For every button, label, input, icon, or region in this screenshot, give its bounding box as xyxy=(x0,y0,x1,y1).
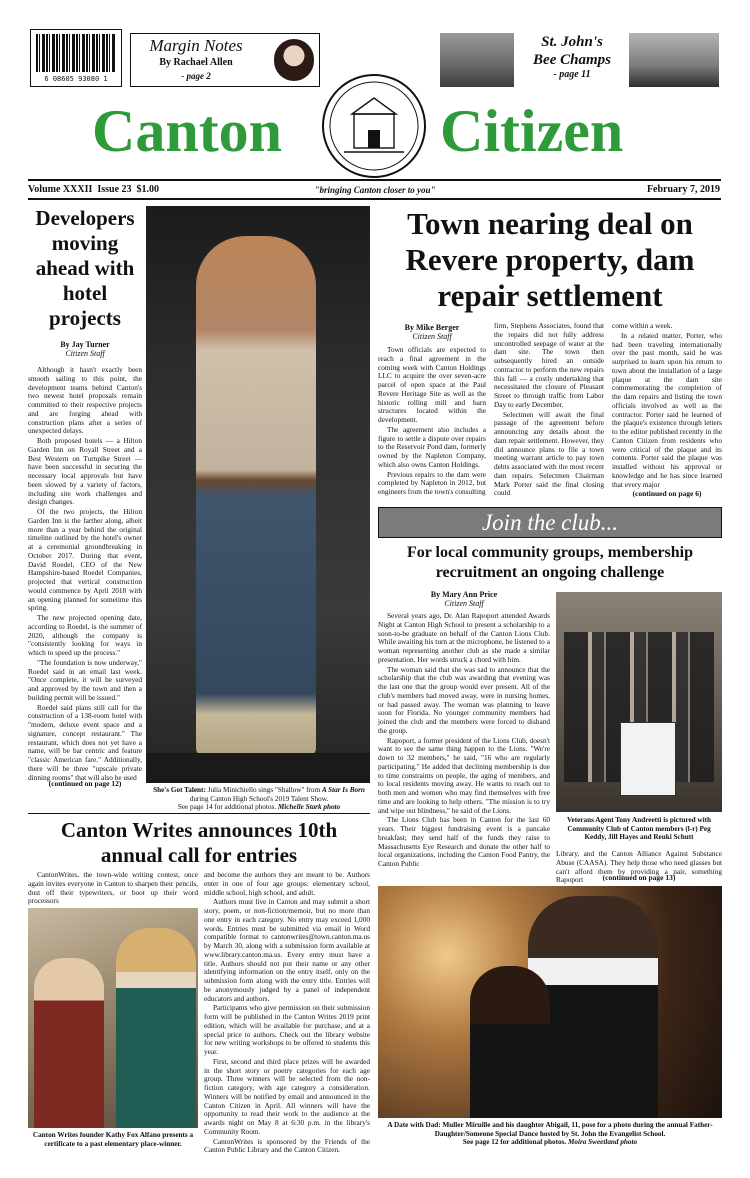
teaser-bee-photo-1 xyxy=(440,33,514,87)
story2-byline xyxy=(378,323,486,341)
story1-byline xyxy=(28,340,142,358)
teaser-bee-title-1: St. John's xyxy=(541,34,603,50)
story3-body xyxy=(378,612,550,882)
main-photo-talent-show xyxy=(146,206,370,783)
story2-paragraph: Selectmen will await the final passage of the agreement before announcing any details about the dam repair settlement. However, they did announce plans to file a town meeting warrant article to pay town debts associated with the most recent dam repairs. Selectmen Chairman Mark Porter said the final closing could xyxy=(494,409,604,498)
dateline-slogan: "bringing Canton closer to you" xyxy=(314,185,436,195)
story2-col2 xyxy=(494,322,604,498)
story2-paragraph: Town officials are expected to reach a final agreement in the coming week with Canton Holdings LLC to acquire the over seven-acre parcel of open space at the Paul Revere Heritage Site as well as the historic rolling mill and barn structures located within the development. xyxy=(378,345,486,424)
town-seal-icon xyxy=(324,76,424,176)
dateline-volume: Volume XXXII Issue 23 $1.00 xyxy=(28,184,160,195)
club-photo-box xyxy=(620,722,676,796)
story4-headline: Canton Writes announces 10th annual call for entries xyxy=(60,818,338,867)
story3-paragraph: The Lions Club has been in Canton for the last 60 years. Their biggest fundraising event is a pancake breakfast; they send half of the funds they raise to Massachusetts Eye Research and donate the other half to local organizations, including the Canton Food Pantry, the Canton Public xyxy=(378,815,550,868)
teaser-bee-page: - page 11 xyxy=(553,69,591,80)
dateline-date: February 7, 2019 xyxy=(646,184,720,195)
story3-after-caption: Library, and the Canton Alliance Against Substance Abuse (CAASA). They help those who need glasses but can't afford them by providing a pair, something Rapoport xyxy=(556,849,722,885)
story2-col3 xyxy=(612,322,722,488)
teaser-margin-page: - page 2 xyxy=(181,71,211,81)
barcode-number: 6 08605 93080 1 xyxy=(44,75,108,83)
club-photo-caption: Veterans Agent Tony Andreetti is pictured with Community Club of Canton members (l-r) Peg Keddy, Jill Hayes and Reuki Schutt xyxy=(566,816,712,842)
story1-paragraph: Although it hasn't exactly been smooth sailing to this point, the development teams behind Canton's two newest hotel proposals remain committed to their respective projects and are forging ahead with construction plans after a series of unexpected delays. xyxy=(28,365,142,436)
dad-caption-bold: A Date with Dad: xyxy=(387,1121,441,1129)
masthead-rule-bottom xyxy=(28,198,721,200)
barcode-box xyxy=(30,29,122,87)
dad-caption-line2: See page 12 for additional photos. xyxy=(462,1138,567,1147)
story1-paragraph: Roedel said plans still call for the construction of a 138-room hotel with "modern, deluxe event space and a signature, concept restaurant." The restaurant, which does not yet have a name, will be bar centric and feature "classic American fare." Additionally, there will be three "upscale private dinning rooms" that will also be used xyxy=(28,702,142,782)
date-with-dad-caption xyxy=(378,1121,722,1147)
story4-paragraph: and become the authors they are meant to be. Authors enter in one of four age groups: elementary school, middle school, high school, and adult. xyxy=(204,870,370,897)
main-photo-stage xyxy=(146,753,370,783)
story1-paragraph: "The foundation is now underway," Roedel said in an email last week. "Once complete, it will be surveyed and approved by the town and then a building permit will be issued." xyxy=(28,657,142,702)
story2-paragraph: come within a week. xyxy=(612,321,673,330)
story2-byline-name: By Mike Berger xyxy=(404,323,460,332)
story1-body xyxy=(28,365,142,782)
story3-headline: For local community groups, membership recruitment an ongoing challenge xyxy=(406,544,694,581)
dad-photo-daughter xyxy=(470,966,550,1118)
story1-paragraph: Both proposed hotels — a Hilton Garden Inn on Royall Street and a Best Western on Turnpike Street — have been successful in securing the necessary local approvals but have been slowed by a variety of factors, including site work challenges and design changes. xyxy=(28,436,142,507)
teaser-bee-photo-2 xyxy=(629,33,719,87)
dad-caption-credit: Moira Sweetland photo xyxy=(568,1138,638,1147)
canton-writes-caption: Canton Writes founder Kathy Fox Alfano presents a certificate to a past elementary place-winner. xyxy=(32,1131,194,1148)
club-photo xyxy=(556,592,722,812)
story2-paragraph: The agreement also includes a figure to settle a dispute over repairs to the Reservoir Pond dam, formerly owned by the Napleton Company, which also owns Canton Holdings. xyxy=(378,424,486,469)
teaser-margin-byline: By Rachael Allen xyxy=(159,57,233,68)
story1-paragraph: The new projected opening date, according to Roedel, is the summer of 2020, although the company is "consistently looking for ways in which to speed up the process." xyxy=(28,613,142,657)
story4-paragraph: Participants who give permission on their submission form will be published in the Canton Writes 2019 print edition, which will be available for purchase, and at a special price to authors. Check out the library website for new writing workshops to be offered to students this year. xyxy=(204,1003,370,1056)
main-caption-text: Julia Minichiello sings "Shallow" from xyxy=(205,786,322,794)
story3-paragraph: The woman said that she was sad to announce that the scholarship that the club was awarding that evening was the last one that the group would ever present. All of the club's members had moved away, were in nursing homes, or had passed away. The woman was planning to leave soon for Florida. No younger community members had joined the club and the members were forced to disband the group. xyxy=(378,664,550,735)
story4-paragraph: First, second and third place prizes will be awarded in the short story or poetry categories for each age group. Three winners will be selected from the non-fiction category, with age category a consideration. Winners will be notified by email and announced in the Canton Citizen in April. All winners will have the opportunity to read their work to the audience at the awards night on May 8 at 6:30 p.m. in the library's Community Room. xyxy=(204,1056,370,1136)
dad-caption-text: Muller Miruille and his daughter Abigail, 11, pose for a photo during the annual Father-Daughter/Someone Special Dance hosted by St. John the Evangelist School. xyxy=(434,1121,713,1138)
masthead-rule-top xyxy=(28,179,721,181)
story1-continued[interactable]: (continued on page 12) xyxy=(48,779,122,788)
story4-rule xyxy=(28,813,370,814)
barcode-icon xyxy=(36,34,116,72)
story4-paragraph: CantonWrites is sponsored by the Friends of the Canton Public Library and the Canton Citizen. xyxy=(204,1136,370,1155)
main-caption-film: A Star Is Born xyxy=(321,786,365,794)
canton-writes-photo-adult xyxy=(116,928,196,1128)
teaser-bee-title-2: Bee Champs xyxy=(533,52,611,68)
masthead-canton: Canton xyxy=(92,98,283,164)
join-club-label: Join the club... xyxy=(481,510,619,535)
story2-col1 xyxy=(378,346,486,498)
main-caption-bold: She's Got Talent: xyxy=(153,786,206,794)
story3-continued[interactable]: (continued on page 13) xyxy=(602,873,676,882)
story2-paragraph: Previous repairs to the dam were completed by Napleton in 2012, but engineers from the town's consulting xyxy=(378,469,486,496)
canton-writes-photo xyxy=(28,908,198,1128)
join-club-bar xyxy=(378,507,722,538)
main-caption-text2: during Canton High School's 2019 Talent Show. xyxy=(189,794,329,803)
story3-paragraph: Several years ago, Dr. Alan Rapoport attended Awards Night at Canton High School to present a scholarship to a soon-to-be graduate on behalf of the Canton Lions Club. While awaiting his turn at the microphone, he listened to a woman representing another club as she made a similar presentation. Her words struck a chord with him. xyxy=(378,611,550,664)
main-caption-line2: See page 14 for additional photos. xyxy=(177,803,277,812)
story3-byline-role: Citizen Staff xyxy=(444,599,484,609)
story2-byline-role: Citizen Staff xyxy=(412,332,452,342)
story1-paragraph: Of the two projects, the Hilton Garden Inn is the farther along, albeit more than a year behind the original timeline outlined by the hotel's owner at a ceremonial groundbreaking in October 2017. During that event, David Roedel, CEO of the New Hampshire-based Roedel Companies, projected that vertical construction would commence by April 2018 with an opening planned for sometime this spring. xyxy=(28,507,142,613)
story3-byline xyxy=(378,590,550,608)
story3-paragraph: Rapoport, a former president of the Lions Club, doesn't want to see the same thing happen to the Lions. "We're down to 32 members," he said, "16 who are regularly participating." He added that declining membership is due to time constraints on people, the aging of members, and to local residents moving away. He wants to reach out to both men and women who may find themselves with free time and are looking to help others. "The mission is to try and wipe out blindness," he said of the Lions. xyxy=(378,735,550,815)
main-photo-singer xyxy=(196,236,316,756)
canton-writes-photo-child xyxy=(34,958,104,1128)
story4-col2 xyxy=(204,871,370,1163)
story1-byline-role: Citizen Staff xyxy=(65,349,105,359)
story1-byline-name: By Jay Turner xyxy=(60,340,110,349)
story3-byline-name: By Mary Ann Price xyxy=(430,590,498,599)
teaser-bee-champs[interactable] xyxy=(519,33,625,87)
masthead-seal xyxy=(322,74,426,178)
teaser-margin-notes[interactable] xyxy=(130,33,320,87)
main-photo-caption xyxy=(148,786,370,812)
masthead-citizen: Citizen xyxy=(440,98,624,164)
story2-continued[interactable]: (continued on page 6) xyxy=(632,489,702,498)
main-caption-credit: Michelle Stark photo xyxy=(277,803,341,812)
story2-paragraph: firm, Stephens Associates, found that the repairs did not fully address uncontrolled seepage of water at the dam site. The town then subsequently hired an outside contractor to perform the new repairs this fall — a costly undertaking that necessitated the closure of Pleasant Street to through traffic from Labor Day to early December. xyxy=(494,321,604,409)
teaser-margin-title: Margin Notes xyxy=(149,36,243,55)
date-with-dad-photo xyxy=(378,886,722,1118)
story2-paragraph: In a related matter, Porter, who had been traveling internationally over the past month, said he was surprised to learn upon his return to town about the installation of a large plaque at the dam site commemorating the completion of the dam repairs and listing the town officials involved as well as the contractor. Porter said he learned of the plaque's existence through letters to the editor published recently in the Canton Citizen from residents who were critical of the plaque and its contents. Porter said the plaque was installed without his approval or knowledge and he has since learned that every major xyxy=(612,330,722,489)
story1-headline: Developers moving ahead with hotel projects xyxy=(35,206,135,330)
story4-intro: CantonWrites, the town-wide writing contest, once again invites everyone in Canton to sharpen their pencils, dust off their typewriters, or boot up their word processors xyxy=(28,870,198,906)
story2-headline: Town nearing deal on Revere property, dam repair settlement xyxy=(405,206,695,313)
story4-paragraph: Authors must live in Canton and may submit a short story, poem, or non-fiction/memoir, but no more than one entry in each category. No entry may exceed 1,000 words. Entries must be submitted via email in Word compatible format to cantonwrites@town.canton.ma.us by March 30, along with a submission form available at www.library.canton.ma.us. Every entry must have a title. Authors should not put their name or any other identifying information on the entry itself, only on the submission form along with the entry title. Entries will be anonymously judged by a panel of independent educators and authors. xyxy=(204,897,370,1003)
teaser-margin-photo xyxy=(274,39,314,81)
